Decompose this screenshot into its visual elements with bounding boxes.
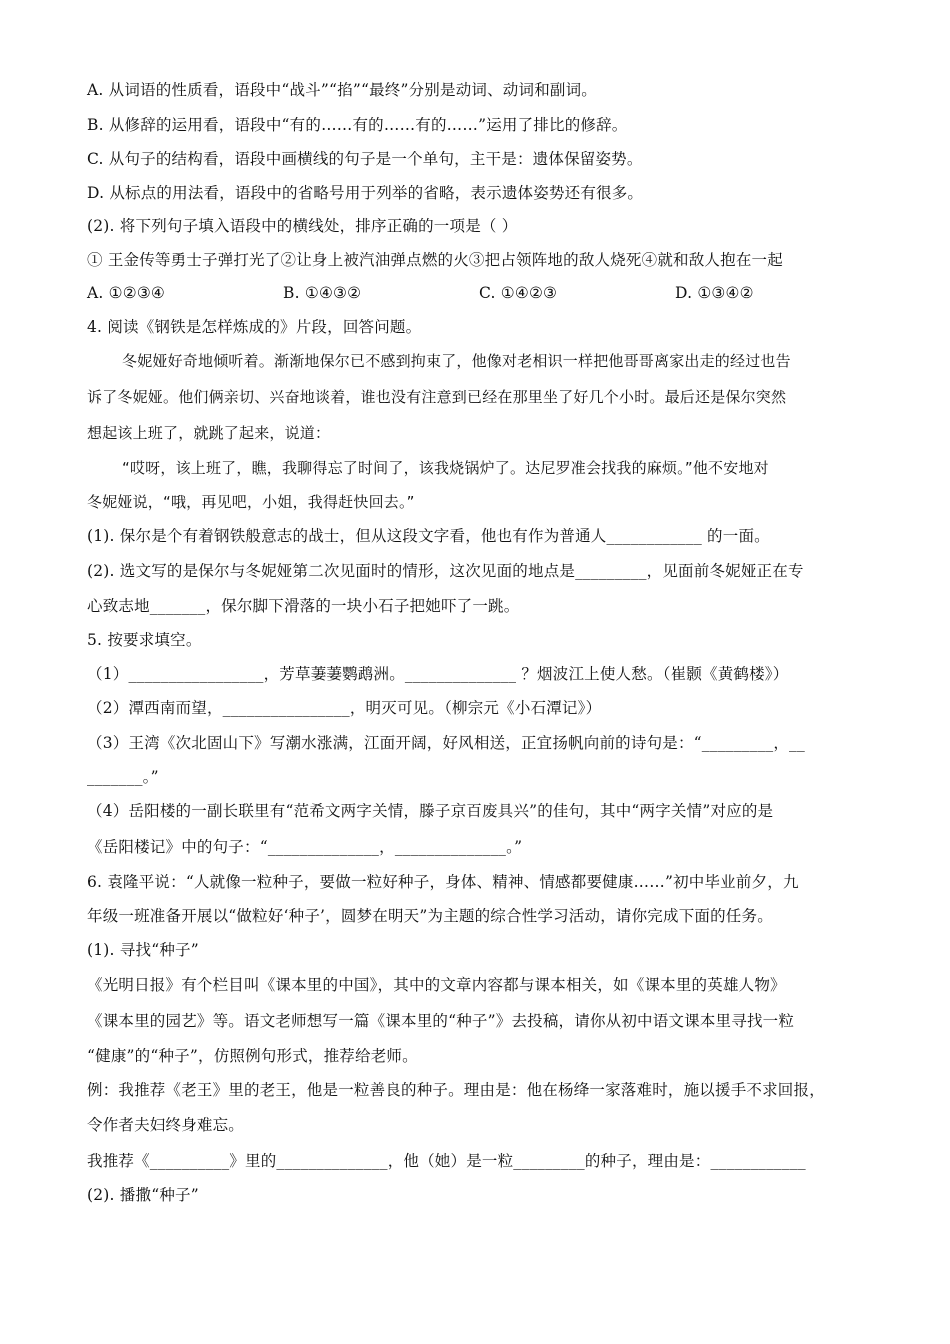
choice-d: D. ①③④② <box>675 284 754 302</box>
q4-passage-line: 诉了冬妮娅。他们俩亲切、兴奋地谈着，谁也没有注意到已经在那里坐了好几个小时。最后还是保尔突然 <box>87 388 787 406</box>
q6-sub1-text: 《光明日报》有个栏目叫《课本里的中国》，其中的文章内容都与课本相关，如《课本里的英雄人物》 <box>87 976 786 994</box>
q3-2-stem: (2). 将下列句子填入语段中的横线处，排序正确的一项是（ ） <box>87 217 518 235</box>
q6-sub1-text: 《课本里的园艺》等。语文老师想写一篇《课本里的“种子”》去投稿，请你从初中语文课本里寻找一粒 <box>87 1012 795 1030</box>
q4-passage-line: 想起该上班了，就跳了起来，说道： <box>87 424 331 442</box>
q4-passage-line: “哎呀，该上班了，瞧，我聊得忘了时间了，该我烧锅炉了。达尼罗准会找我的麻烦。”他不安地对 <box>122 459 769 477</box>
q6-sub2-title: (2). 播撒“种子” <box>87 1186 199 1204</box>
q5-item-3: （3）王湾《次北固山下》写潮水涨满，江面开阔，好风相送，正宜扬帆向前的诗句是：“_________，__ <box>87 734 805 752</box>
choice-b: B. ①④③② <box>283 284 362 302</box>
q3-2-choices <box>87 283 754 303</box>
q6-intro-cont: 年级一班准备开展以“做粒好‘种子’，圆梦在明天”为主题的综合性学习活动，请你完成下面的任务。 <box>87 907 773 925</box>
q6-intro: 6. 袁隆平说：“人就像一粒种子，要做一粒好种子，身体、精神、情感都要健康……”初中毕业前夕，九 <box>87 873 799 891</box>
q6-sub1-text: “健康”的“种子”，仿照例句形式，推荐给老师。 <box>87 1047 418 1065</box>
q4-passage-line: 冬妮娅好奇地倾听着。渐渐地保尔已不感到拘束了，他像对老相识一样把他哥哥离家出走的经过也告 <box>122 352 791 370</box>
q3-option-d: D. 从标点的用法看，语段中的省略号用于列举的省略，表示遗体姿势还有很多。 <box>87 184 644 202</box>
q4-sub1: (1). 保尔是个有着钢铁般意志的战士，但从这段文字看，他也有作为普通人____________ 的一面。 <box>87 527 770 545</box>
choice-c: C. ①④②③ <box>479 284 558 302</box>
q5-item-1: （1）_________________，芳草萋萋鹦鹉洲。______________ ？烟波江上使人愁。（崔颢《黄鹤楼》） <box>87 665 789 683</box>
q4-title: 4. 阅读《钢铁是怎样炼成的》片段，回答问题。 <box>87 318 422 336</box>
q3-option-a: A. 从词语的性质看，语段中“战斗”“掐”“最终”分别是动词、动词和副词。 <box>87 81 597 99</box>
q5-item-4-cont: 《岳阳楼记》中的句子：“______________，______________。” <box>87 838 523 856</box>
q6-recommend: 我推荐《__________》里的______________，他（她）是一粒_________的种子，理由是：____________ <box>87 1152 806 1170</box>
q3-option-b: B. 从修辞的运用看，语段中“有的……有的……有的……”运用了排比的修辞。 <box>87 116 628 134</box>
q6-sub1-title: (1). 寻找“种子” <box>87 941 199 959</box>
q6-example: 例：我推荐《老王》里的老王，他是一粒善良的种子。理由是：他在杨绛一家落难时，施以援手不求回报， <box>87 1081 825 1099</box>
q5-item-3-cont: _______。” <box>87 768 159 786</box>
q6-example-cont: 令作者夫妇终身难忘。 <box>87 1116 245 1134</box>
q5-item-2: （2）潭西南而望，________________，明灭可见。（柳宗元《小石潭记》） <box>87 699 602 717</box>
q3-option-c: C. 从句子的结构看，语段中画横线的句子是一个单句，主干是：遗体保留姿势。 <box>87 150 643 168</box>
q5-title: 5. 按要求填空。 <box>87 631 202 649</box>
choice-a: A. ①②③④ <box>87 284 166 302</box>
q5-item-4: （4）岳阳楼的一副长联里有“范希文两字关情，滕子京百废具兴”的佳句，其中“两字关情”对应的是 <box>87 802 774 820</box>
q4-sub2: (2). 选文写的是保尔与冬妮娅第二次见面时的情形，这次见面的地点是_________，见面前冬妮娅正在专 <box>87 562 804 580</box>
q4-sub2-cont: 心致志地_______，保尔脚下滑落的一块小石子把她吓了一跳。 <box>87 597 520 615</box>
q4-passage-line: 冬妮娅说，“哦，再见吧，小姐，我得赶快回去。” <box>87 493 415 511</box>
q3-2-sentences: ① 王金传等勇士子弹打光了②让身上被汽油弹点燃的火③把占领阵地的敌人烧死④就和敌人抱在一起 <box>87 251 783 269</box>
